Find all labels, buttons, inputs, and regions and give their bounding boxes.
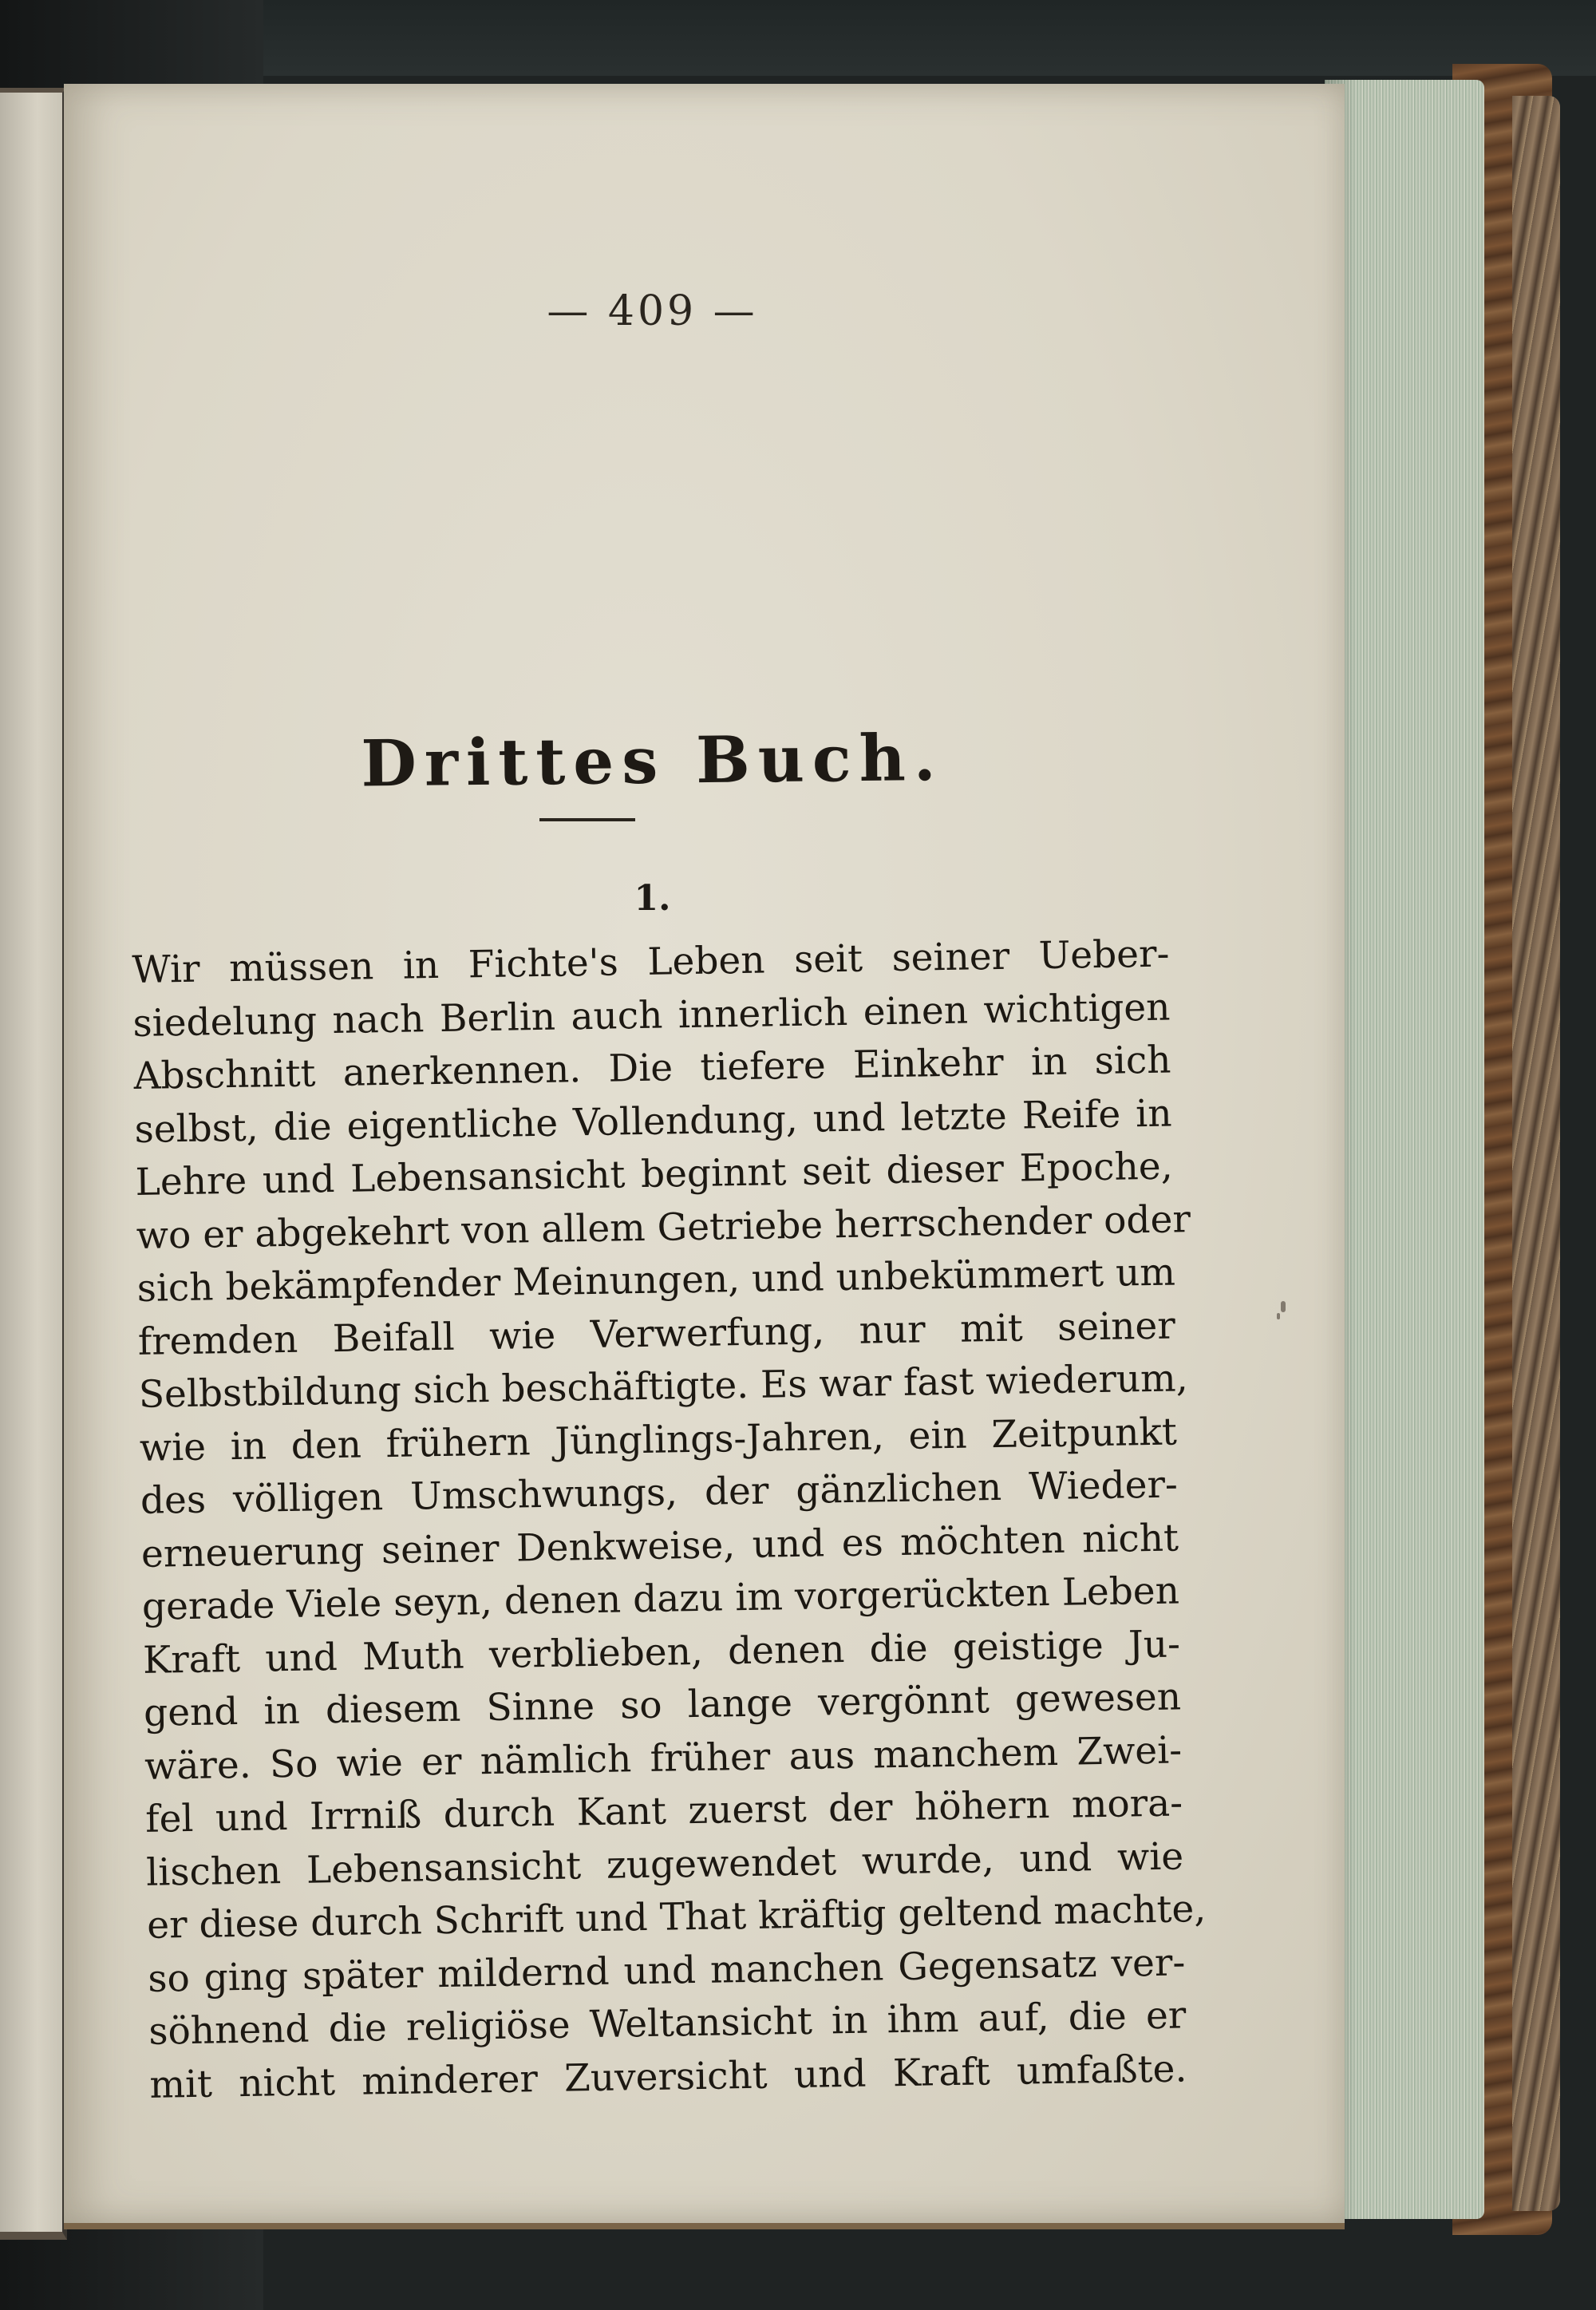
text-line: Selbstbildung sich beschäftigte. Es war fast wiederum,	[138, 1356, 1188, 1417]
text-line: sich bekämpfender Meinungen, und unbekümmert um	[136, 1250, 1176, 1311]
text-line: er diese durch Schrift und That kräftig geltend machte,	[146, 1887, 1207, 1948]
text-line: erneuerung seiner Denkweise, und es möchten nicht	[140, 1515, 1179, 1576]
text-line: fel und Irrniß durch Kant zuerst der höhern mora-	[144, 1781, 1183, 1841]
page-number: — 409 —	[547, 287, 758, 335]
chapter-number: 1.	[634, 878, 671, 919]
book-title: Drittes Buch.	[360, 719, 945, 801]
text-line: Abschnitt anerkennen. Die tiefere Einkehr in sich	[133, 1038, 1171, 1098]
text-line: selbst, die eigentliche Vollendung, und letzte Reife in	[134, 1091, 1172, 1152]
text-line: wäre. So wie er nämlich früher aus manchem Zwei-	[144, 1727, 1183, 1789]
text-line: lischen Lebensansicht zugewendet wurde, und wie	[145, 1833, 1184, 1895]
body-text	[132, 928, 1207, 2112]
text-line: gerade Viele seyn, denen dazu im vorgerückten Leben	[141, 1568, 1180, 1629]
dark-backdrop-top	[263, 0, 1596, 76]
text-line: wie in den frühern Jünglings-Jahren, ein Zeitpunkt	[139, 1410, 1178, 1470]
text-line: Wir müssen in Fichte's Leben seit seiner Ueber-	[132, 932, 1170, 992]
book-page	[64, 84, 1345, 2229]
text-line: söhnend die religiöse Weltansicht in ihm auf, die er	[148, 1993, 1187, 2054]
text-line: siedelung nach Berlin auch innerlich einen wichtigen	[132, 985, 1171, 1046]
book-cover-edge	[1512, 96, 1560, 2211]
previous-page-edge	[0, 88, 67, 2240]
text-line: Lehre und Lebensansicht beginnt seit dieser Epoche,	[135, 1144, 1173, 1204]
ink-speck	[1281, 1301, 1286, 1312]
title-rule	[539, 818, 635, 821]
text-line: fremden Beifall wie Verwerfung, nur mit seiner	[137, 1303, 1176, 1364]
ink-speck	[1277, 1313, 1280, 1319]
text-line: gend in diesem Sinne so lange vergönnt gewesen	[143, 1675, 1182, 1735]
text-line: so ging später mildernd und manchen Gegensatz ver-	[147, 1940, 1186, 2001]
text-line: Kraft und Muth verblieben, denen die geistige Ju-	[142, 1621, 1181, 1683]
text-line: mit nicht minderer Zuversicht und Kraft umfaßte.	[149, 2046, 1187, 2107]
text-line: des völligen Umschwungs, der gänzlichen Wieder-	[140, 1462, 1179, 1523]
text-line: wo er abgekehrt von allem Getriebe herrschender oder	[136, 1197, 1191, 1258]
